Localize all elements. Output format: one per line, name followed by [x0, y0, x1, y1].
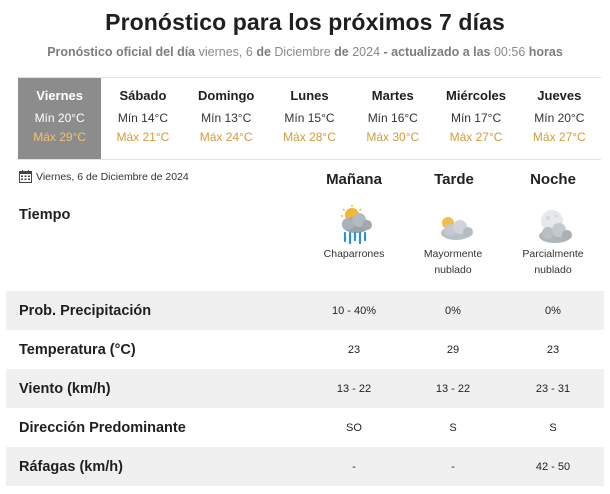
day-tabs	[18, 77, 601, 160]
day-max-temp: Máx 27°C	[449, 130, 503, 144]
value-night: 23 - 31	[535, 382, 571, 395]
subtitle-day: viernes, 6	[198, 45, 253, 59]
value-night: 23	[546, 343, 560, 356]
day-max-temp: Máx 27°C	[532, 130, 586, 144]
condition-text: nublado	[434, 264, 472, 276]
value-afternoon: 29	[446, 343, 460, 356]
day-name: Lunes	[290, 88, 329, 103]
day-name: Martes	[371, 88, 414, 103]
calendar-icon	[19, 170, 32, 183]
subtitle-de: de	[256, 45, 271, 59]
day-min-temp: Mín 17°C	[450, 111, 502, 125]
table-row-temperature	[6, 330, 604, 369]
row-label: Viento (km/h)	[19, 380, 111, 397]
value-morning: 10 - 40%	[331, 304, 377, 317]
value-afternoon: 13 - 22	[435, 382, 471, 395]
day-max-temp: Máx 24°C	[199, 130, 253, 144]
value-night: 42 - 50	[535, 460, 571, 473]
condition-text: Parcialmente	[522, 248, 584, 260]
value-night: 0%	[545, 304, 561, 317]
row-label: Prob. Precipitación	[19, 302, 152, 319]
day-max-temp: Máx 21°C	[116, 130, 170, 144]
table-row-wind	[6, 369, 604, 408]
table-row-precipitation	[6, 291, 604, 330]
column-header-afternoon: Tarde	[434, 171, 474, 188]
day-min-temp: Mín 15°C	[284, 111, 335, 125]
value-afternoon: S	[449, 421, 457, 434]
day-tab-jueves[interactable]	[518, 78, 601, 159]
day-min-temp: Mín 20°C	[534, 111, 585, 125]
subtitle-updated: - actualizado a las	[383, 45, 491, 59]
table-row-direction	[6, 408, 604, 447]
condition-morning	[299, 246, 409, 262]
day-min-temp: Mín 14°C	[117, 111, 168, 125]
condition-text: Mayormente	[423, 248, 483, 260]
day-name: Viernes	[36, 88, 84, 103]
value-morning: -	[352, 460, 356, 473]
subtitle-month: Diciembre	[274, 45, 331, 59]
column-header-morning: Mañana	[326, 171, 382, 188]
table-row-gusts	[6, 447, 604, 486]
detail-date-row	[19, 170, 189, 183]
day-tab-sabado[interactable]	[101, 78, 184, 159]
value-morning: 13 - 22	[336, 382, 372, 395]
condition-text: Chaparrones	[323, 248, 385, 260]
value-morning: SO	[346, 421, 362, 434]
subtitle-prefix: Pronóstico oficial del día	[47, 45, 196, 59]
row-label: Temperatura (°C)	[19, 341, 136, 358]
page-subtitle	[0, 45, 610, 59]
partly-cloudy-icon	[432, 209, 476, 249]
row-label: Dirección Predominante	[19, 419, 186, 436]
day-max-temp: Máx 29°C	[33, 130, 87, 144]
condition-afternoon	[398, 246, 508, 278]
condition-night	[498, 246, 608, 278]
partly-cloudy-night-icon	[531, 207, 575, 247]
tiempo-label: Tiempo	[19, 207, 71, 223]
column-header-night: Noche	[530, 171, 576, 188]
page-title: Pronóstico para los próximos 7 días	[105, 9, 505, 35]
day-tab-lunes[interactable]	[268, 78, 351, 159]
subtitle-de: de	[334, 45, 349, 59]
condition-text: nublado	[534, 264, 572, 276]
value-afternoon: 0%	[445, 304, 461, 317]
detail-date: Viernes, 6 de Diciembre de 2024	[36, 170, 189, 183]
value-night: S	[549, 421, 557, 434]
day-tab-domingo[interactable]	[185, 78, 268, 159]
day-tab-miercoles[interactable]	[434, 78, 517, 159]
forecast-table	[6, 291, 604, 486]
subtitle-time: 00:56	[493, 45, 526, 59]
day-max-temp: Máx 30°C	[366, 130, 420, 144]
value-afternoon: -	[451, 460, 455, 473]
rain-showers-sun-icon	[332, 205, 376, 245]
value-morning: 23	[347, 343, 361, 356]
day-max-temp: Máx 28°C	[283, 130, 336, 144]
day-min-temp: Mín 20°C	[34, 111, 85, 125]
day-name: Miércoles	[446, 88, 507, 103]
day-name: Sábado	[119, 88, 167, 103]
subtitle-suffix: horas	[528, 45, 563, 59]
day-tab-viernes[interactable]	[18, 78, 101, 159]
day-min-temp: Mín 16°C	[367, 111, 418, 125]
day-min-temp: Mín 13°C	[201, 111, 252, 125]
subtitle-year: 2024	[352, 45, 381, 59]
day-tab-martes[interactable]	[351, 78, 434, 159]
row-label: Ráfagas (km/h)	[19, 458, 123, 475]
day-name: Domingo	[198, 88, 255, 103]
day-name: Jueves	[537, 88, 582, 103]
